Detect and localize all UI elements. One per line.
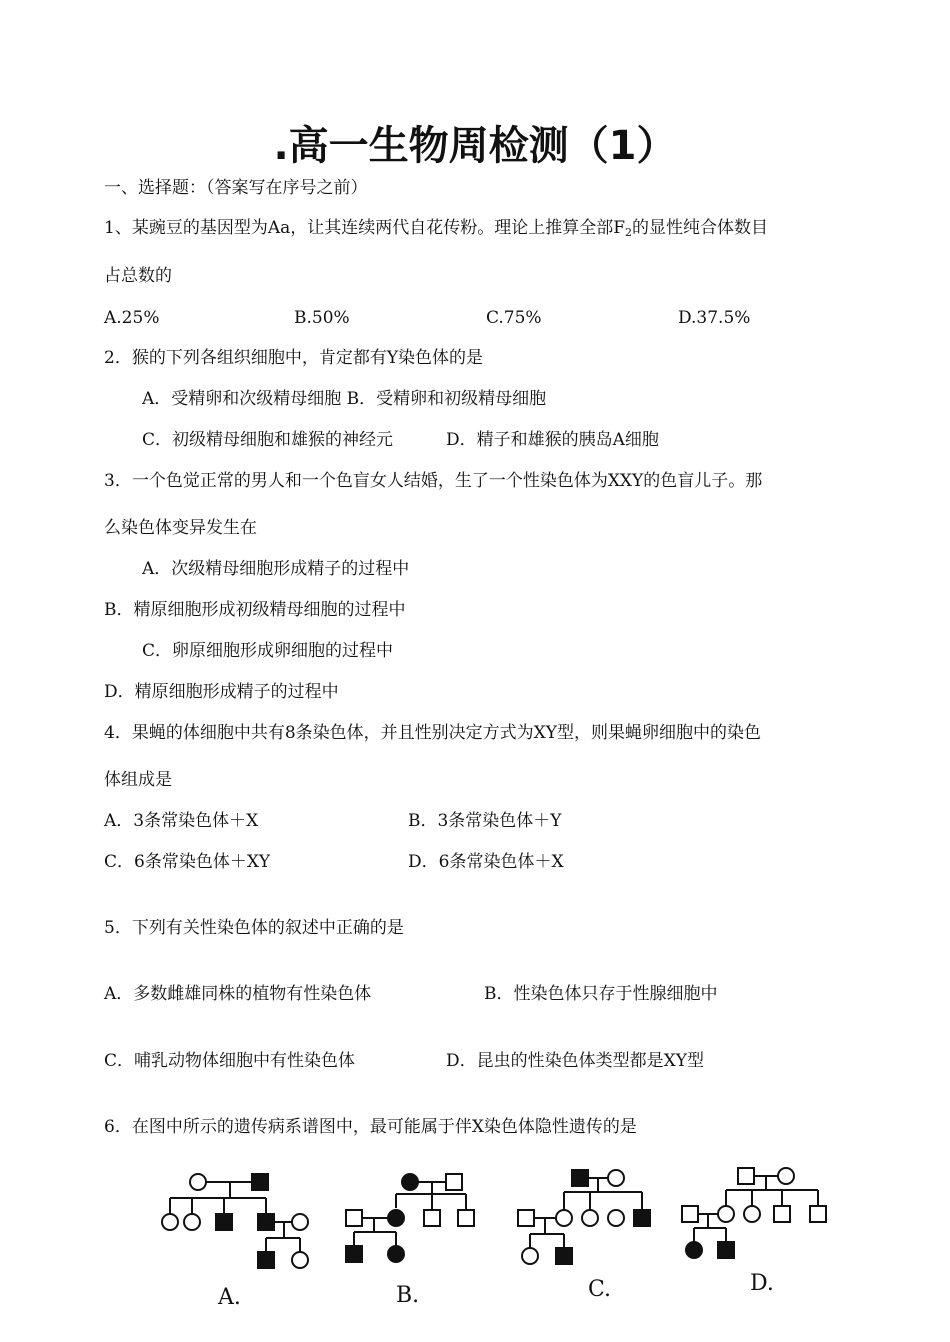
pedigree-a-female-normal [190, 1174, 206, 1190]
pedigree-c-female-normal [582, 1210, 598, 1226]
pedigree-b-male-normal [446, 1174, 462, 1190]
pedigree-b-female-affected [402, 1174, 418, 1190]
pedigree-c-male-affected [572, 1170, 588, 1186]
pedigree-c-label: C. [588, 1277, 612, 1302]
section-heading: 一、选择题：（答案写在序号之前） [104, 178, 368, 198]
pedigree-c-male-affected [634, 1210, 650, 1226]
q5-option-c: C．哺乳动物体细胞中有性染色体 [104, 1051, 356, 1071]
q5-option-d: D．昆虫的性染色体类型都是XY型 [446, 1051, 704, 1071]
pedigree-d-label: D. [750, 1271, 774, 1296]
pedigree-d-female-affected [686, 1242, 702, 1258]
pedigree-a-female-normal [162, 1214, 178, 1230]
pedigree-d [682, 1168, 826, 1296]
q6-stem: 6．在图中所示的遗传病系谱图中，最可能属于伴X染色体隐性遗传的是 [104, 1117, 637, 1137]
q1-option-d: D.37.5% [678, 308, 751, 328]
pedigree-a-male-affected [252, 1174, 268, 1190]
pedigree-d-female-normal [744, 1206, 760, 1222]
q1-stem-post: 的显性纯合体数目 [632, 218, 769, 238]
q4-option-a: A．3条常染色体＋X [104, 811, 259, 831]
pedigree-c-female-normal [522, 1248, 538, 1264]
q1-option-a: A.25% [104, 308, 160, 328]
q4-option-c: C．6条常染色体＋XY [104, 852, 271, 872]
pedigree-a-male-affected [258, 1252, 274, 1268]
q2-options-ab: A．受精卵和次级精母细胞 B．受精卵和初级精母细胞 [142, 389, 547, 409]
page-title: .高一生物周检测（1） [273, 123, 677, 169]
pedigree-a-female-normal [292, 1214, 308, 1230]
pedigree-c-female-normal [608, 1170, 624, 1186]
pedigree-d-male-affected [718, 1242, 734, 1258]
pedigree-c-male-normal [518, 1210, 534, 1226]
pedigree-c-male-affected [556, 1248, 572, 1264]
pedigree-diagrams [150, 1162, 840, 1312]
pedigree-b-female-affected [388, 1246, 404, 1262]
pedigree-b-male-affected [346, 1246, 362, 1262]
q4-option-d: D．6条常染色体＋X [408, 852, 564, 872]
q2-option-c: C．初级精母细胞和雄猴的神经元 [142, 430, 394, 450]
pedigree-a-label: A. [218, 1285, 241, 1310]
pedigree-c [518, 1170, 650, 1302]
q5-stem: 5．下列有关性染色体的叙述中正确的是 [104, 918, 404, 938]
q4-stem-continued: 体组成是 [104, 770, 172, 790]
q1-option-b: B.50% [294, 308, 350, 328]
pedigree-d-female-normal [778, 1168, 794, 1184]
q1-stem-continued: 占总数的 [104, 266, 172, 286]
pedigree-b-male-normal [346, 1210, 362, 1226]
q1-option-c: C.75% [486, 308, 542, 328]
q1-stem-subscript: 2 [625, 226, 633, 239]
q3-option-d: D．精原细胞形成精子的过程中 [104, 682, 339, 702]
pedigree-d-female-normal [718, 1206, 734, 1222]
q3-option-b: B．精原细胞形成初级精母细胞的过程中 [104, 600, 406, 620]
pedigree-b-female-affected [388, 1210, 404, 1226]
q2-option-d: D．精子和雄猴的胰岛A细胞 [446, 430, 659, 450]
pedigree-d-male-normal [682, 1206, 698, 1222]
q2-stem: 2．猴的下列各组织细胞中，肯定都有Y染色体的是 [104, 348, 484, 368]
q5-option-a: A．多数雌雄同株的植物有性染色体 [104, 984, 372, 1004]
pedigree-a-male-affected [216, 1214, 232, 1230]
pedigree-a [162, 1174, 308, 1310]
q5-option-b: B．性染色体只存于性腺细胞中 [484, 984, 718, 1004]
pedigree-d-male-normal [774, 1206, 790, 1222]
q1-stem-pre: 1、某豌豆的基因型为Aa，让其连续两代自花传粉。理论上推算全部F [104, 218, 626, 238]
pedigree-b [346, 1174, 474, 1308]
pedigree-a-female-normal [184, 1214, 200, 1230]
pedigree-d-male-normal [810, 1206, 826, 1222]
q3-stem-continued: 么染色体变异发生在 [104, 518, 257, 538]
q4-option-b: B．3条常染色体＋Y [408, 811, 562, 831]
pedigree-d-male-normal [738, 1168, 754, 1184]
q4-stem: 4．果蝇的体细胞中共有8条染色体，并且性别决定方式为XY型，则果蝇卵细胞中的染色 [104, 723, 761, 743]
q3-option-c: C．卵原细胞形成卵细胞的过程中 [142, 641, 394, 661]
pedigree-c-female-normal [556, 1210, 572, 1226]
pedigree-b-male-normal [424, 1210, 440, 1226]
pedigree-a-male-affected [258, 1214, 274, 1230]
q3-option-a: A．次级精母细胞形成精子的过程中 [142, 559, 410, 579]
pedigree-c-female-normal [608, 1210, 624, 1226]
pedigree-b-male-normal [458, 1210, 474, 1226]
q3-stem: 3．一个色觉正常的男人和一个色盲女人结婚，生了一个性染色体为XXY的色盲儿子。那 [104, 471, 763, 491]
pedigree-b-label: B. [396, 1283, 420, 1308]
q1-stem [104, 216, 768, 245]
pedigree-a-female-normal [292, 1252, 308, 1268]
